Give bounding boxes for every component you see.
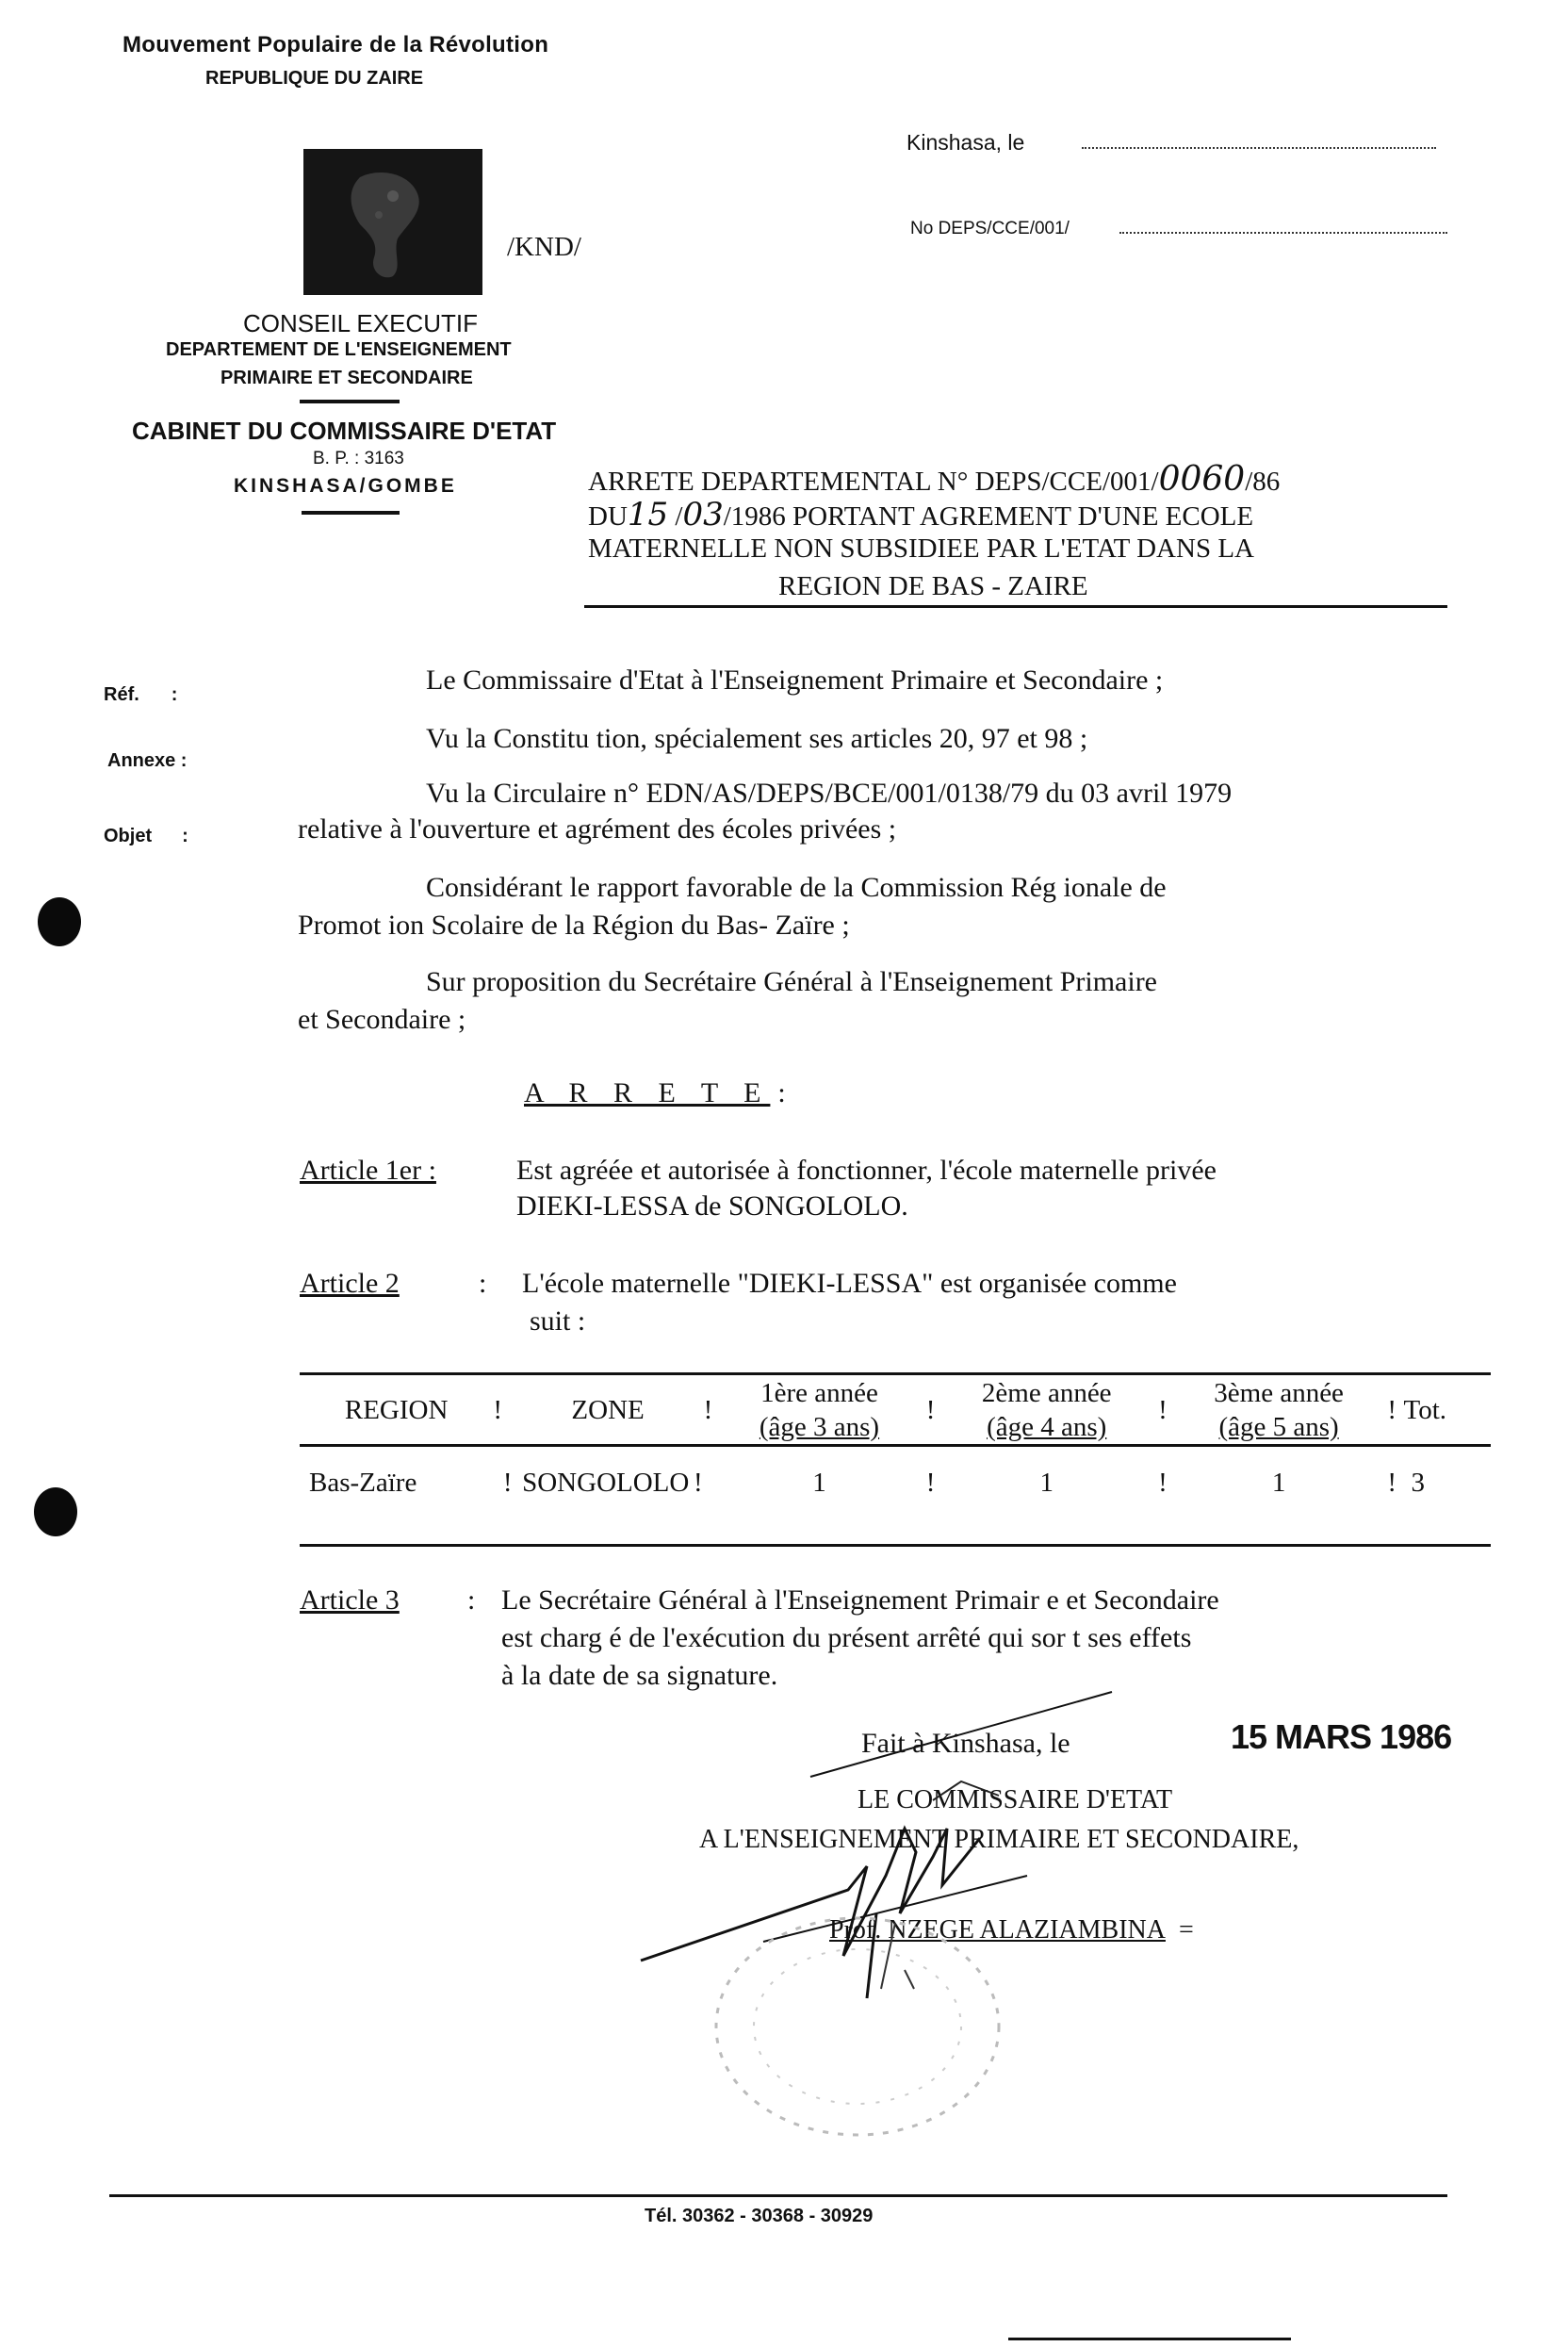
column-separator: ! <box>703 1394 713 1425</box>
footer-rule <box>109 2194 1447 2197</box>
column-separator: ! <box>694 1468 703 1498</box>
department-name: DEPARTEMENT DE L'ENSEIGNEMENT <box>166 339 512 360</box>
party-name: Mouvement Populaire de la Révolution <box>122 32 549 57</box>
signatory-title-2: A L'ENSEIGNEMENT PRIMAIRE ET SECONDAIRE, <box>699 1825 1299 1854</box>
decree-month: 03 <box>682 496 724 533</box>
header-total: Tot. <box>1403 1394 1447 1425</box>
column-separator: ! <box>1387 1394 1397 1425</box>
number-fill-line <box>1119 232 1447 234</box>
article-3-colon: : <box>467 1584 476 1616</box>
school-organization-table <box>300 1376 1491 1512</box>
article-1-text-1: Est agréée et autorisée à fonctionner, l'école maternelle privée <box>516 1155 1217 1186</box>
emblem-reference: /KND/ <box>507 232 581 262</box>
article-3-text-3: à la date de sa signature. <box>501 1660 778 1691</box>
objet-label: Objet : <box>104 826 188 846</box>
table-header-row <box>300 1376 1491 1446</box>
cell-region: Bas-Zaïre <box>309 1468 417 1498</box>
article-3-label: Article 3 <box>300 1584 400 1616</box>
divider <box>300 400 400 403</box>
preamble-proposal-1: Sur proposition du Secrétaire Général à l'Enseignement Primaire <box>426 966 1158 997</box>
official-seal <box>688 1895 1027 2158</box>
reference-number-label: No DEPS/CCE/001/ <box>910 219 1070 238</box>
article-2-colon: : <box>479 1268 487 1299</box>
preamble-report-1: Considérant le rapport favorable de la Commission Rég ionale de <box>426 872 1167 903</box>
preamble-commissioner: Le Commissaire d'Etat à l'Enseignement Primaire et Secondaire ; <box>426 665 1164 696</box>
table-top-rule <box>300 1372 1491 1375</box>
decree-title-line-2: DU15 /03/1986 PORTANT AGREMENT D'UNE ECOLE <box>588 496 1254 533</box>
preamble-circular-2: relative à l'ouverture et agrément des écoles privées ; <box>298 813 897 845</box>
cell-year-3: 1 <box>1271 1468 1286 1498</box>
decree-title-line-4: REGION DE BAS - ZAIRE <box>778 571 1088 601</box>
cell-year-1: 1 <box>812 1468 826 1498</box>
column-separator: ! <box>493 1394 502 1425</box>
table-bottom-rule <box>300 1544 1491 1547</box>
department-level: PRIMAIRE ET SECONDAIRE <box>220 368 473 388</box>
title-underline <box>584 605 1447 608</box>
decree-number: 0060 <box>1158 460 1246 499</box>
punch-hole <box>34 1487 77 1536</box>
header-year-2: 2ème année (âge 4 ans) <box>981 1378 1112 1442</box>
executive-council: CONSEIL EXECUTIF <box>243 309 478 337</box>
cell-total: 3 <box>1411 1468 1426 1498</box>
preamble-report-2: Promot ion Scolaire de la Région du Bas- Zaïre ; <box>298 910 850 941</box>
leopard-emblem-icon <box>303 149 482 295</box>
decree-title-line-1: ARRETE DEPARTEMENTAL N° DEPS/CCE/001/0060/86 <box>588 460 1281 499</box>
decree-title-line-3: MATERNELLE NON SUBSIDIEE PAR L'ETAT DANS LA <box>588 533 1254 564</box>
header-region: REGION <box>344 1394 449 1425</box>
date-stamp: 15 MARS 1986 <box>1231 1717 1452 1756</box>
cabinet-name: CABINET DU COMMISSAIRE D'ETAT <box>132 417 557 445</box>
cell-zone: SONGOLOLO <box>522 1468 690 1498</box>
column-separator: ! <box>925 1394 936 1425</box>
column-separator: ! <box>1158 1394 1168 1425</box>
preamble-constitution: Vu la Constitu tion, spécialement ses articles 20, 97 et 98 ; <box>426 723 1088 754</box>
po-box: B. P. : 3163 <box>313 449 404 468</box>
punch-hole <box>38 897 81 946</box>
signatory-title-1: LE COMMISSAIRE D'ETAT <box>858 1785 1173 1814</box>
article-3-text-1: Le Secrétaire Général à l'Enseignement Primair e et Secondaire <box>501 1584 1219 1616</box>
header-zone: ZONE <box>571 1394 645 1425</box>
page-edge-mark <box>1008 2338 1291 2340</box>
republic-name: REPUBLIQUE DU ZAIRE <box>205 68 424 89</box>
column-separator: ! <box>925 1468 936 1498</box>
office-city: KINSHASA/GOMBE <box>234 475 457 497</box>
ref-label: Réf. : <box>104 684 178 705</box>
header-year-1: 1ère année (âge 3 ans) <box>759 1378 880 1442</box>
decree-day: 15 <box>627 496 669 533</box>
column-separator: ! <box>502 1468 513 1498</box>
article-1-label: Article 1er : <box>300 1155 436 1186</box>
header-year-3: 3ème année (âge 5 ans) <box>1214 1378 1344 1442</box>
annexe-label: Annexe : <box>107 750 188 771</box>
column-separator: ! <box>1158 1468 1168 1498</box>
article-1-text-2: DIEKI-LESSA de SONGOLOLO. <box>516 1190 908 1222</box>
article-2-label: Article 2 <box>300 1268 400 1299</box>
made-at: Fait à Kinshasa, le <box>861 1728 1070 1759</box>
cell-year-2: 1 <box>1039 1468 1054 1498</box>
preamble-proposal-2: et Secondaire ; <box>298 1004 466 1035</box>
footer-phones: Tél. 30362 - 30368 - 30929 <box>645 2206 874 2226</box>
table-row <box>300 1455 1491 1512</box>
column-separator: ! <box>1387 1468 1397 1498</box>
table-divider-row <box>300 1446 1491 1455</box>
signatory-name: Prof. NZEGE ALAZIAMBINA = <box>829 1915 1194 1945</box>
place-date-label: Kinshasa, le <box>906 130 1025 155</box>
preamble-circular-1: Vu la Circulaire n° EDN/AS/DEPS/BCE/001/0138/79 du 03 avril 1979 <box>426 778 1233 809</box>
arrete-heading: A R R E T E : <box>524 1077 786 1108</box>
date-fill-line <box>1082 147 1436 149</box>
divider <box>302 511 400 515</box>
article-2-text-2: suit : <box>530 1305 586 1337</box>
article-2-text-1: L'école maternelle "DIEKI-LESSA" est organisée comme <box>522 1268 1177 1299</box>
emblem-image <box>303 149 482 295</box>
article-3-text-2: est charg é de l'exécution du présent arrêté qui sor t ses effets <box>501 1622 1192 1653</box>
